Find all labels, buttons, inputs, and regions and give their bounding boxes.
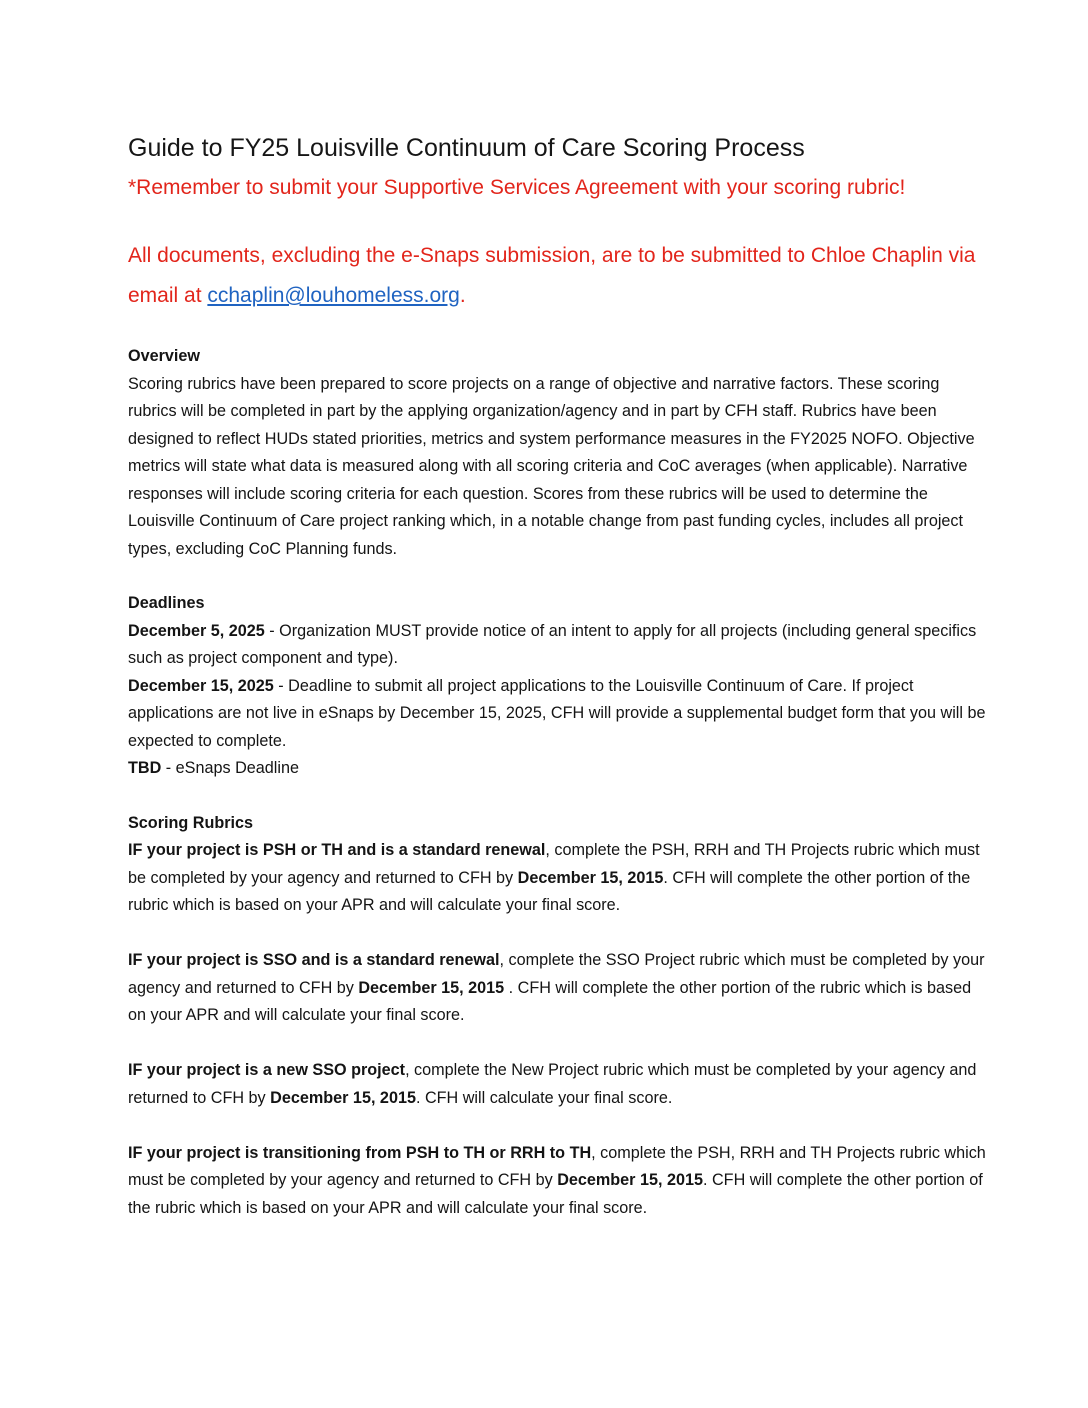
rubric-text: . CFH will complete the other portion of the rubric which is based on your APR and will calculate your final score. [128,1171,983,1217]
submission-note [128,236,988,316]
rubric-paragraph-new-sso [128,1057,988,1112]
rubric-condition: IF your project is transitioning from PSH to TH or RRH to TH [128,1143,592,1162]
deadline-date: December 5, 2025 [128,621,265,640]
deadline-date: TBD [128,759,162,777]
rubric-paragraph-sso-renewal [128,947,988,1030]
deadline-item [128,618,988,673]
deadline-text: - eSnaps Deadline [161,759,299,777]
document-title: Guide to FY25 Louisville Continuum of Care Scoring Process [128,134,805,162]
rubric-text: . CFH will complete the other portion of the rubric which is based on your APR and will calculate your final score. [128,868,971,914]
rubric-condition: IF your project is PSH or TH and is a standard renewal [128,841,546,859]
deadline-text: - Organization MUST provide notice of an intent to apply for all projects (including general specifics such as project component and type). [128,621,977,667]
overview-paragraph: Scoring rubrics have been prepared to score projects on a range of objective and narrative factors. These scoring rubrics will be completed in part by the applying organization/agency and in part by CFH staff. Rubrics have been designed to reflect HUDs stated priorities, metrics and system performance measures in the FY2025 NOFO. Objective metrics will state what data is measured along with all scoring criteria and CoC averages (when applicable). Narrative responses will include scoring criteria for each question. Scores from these rubrics will be used to determine the Louisville Continuum of Care project ranking which, in a notable change from past funding cycles, includes all project types, excluding CoC Planning funds. [128,374,975,558]
rubric-text: , complete the SSO Project rubric which must be completed by your agency and returned to CFH by [128,951,985,997]
rubric-text: , complete the New Project rubric which must be completed by your agency and returned to CFH by [128,1061,977,1107]
deadline-item [128,755,988,783]
overview-heading: Overview [128,347,200,365]
rubric-deadline-date: December 15, 2015 [270,1088,416,1107]
rubric-deadline-date: December 15, 2015 [358,978,505,997]
rubric-deadline-date: December 15, 2015 [557,1171,703,1189]
rubric-condition: IF your project is SSO and is a standard renewal [128,951,500,969]
deadlines-heading: Deadlines [128,594,205,612]
scoring-rubrics-heading: Scoring Rubrics [128,813,254,832]
rubric-text: , complete the PSH, RRH and TH Projects rubric which must be completed by your agency and returned to CFH by [128,1143,986,1189]
rubric-condition: IF your project is a new SSO project [128,1061,406,1079]
email-link[interactable]: cchaplin@louhomeless.org [207,284,460,307]
rubric-text: . CFH will complete the other portion of the rubric which is based on your APR and will calculate your final score. [128,978,972,1024]
rubric-paragraph-psh-th-renewal [128,837,988,920]
rubric-deadline-date: December 15, 2015 [517,868,664,887]
submission-note-text: All documents, excluding the e-Snaps submission, are to be submitted to Chloe Chaplin via email at [128,244,976,307]
rubric-paragraph-transitioning [128,1140,988,1223]
deadline-date: December 15, 2025 [128,676,274,695]
rubric-text: . CFH will calculate your final score. [415,1088,673,1107]
deadlines-section [128,590,988,783]
reminder-note: *Remember to submit your Supportive Services Agreement with your scoring rubric! [128,176,906,199]
submission-note-period: . [459,284,466,307]
deadline-item [128,673,988,756]
deadline-text: - Deadline to submit all project applications to the Louisville Continuum of Care. If project applications are not live in eSnaps by December 15, 2025, CFH will provide a supplemental budget form that you will be expected to complete. [128,676,986,750]
overview-section [128,343,988,563]
scoring-rubrics-section [128,810,988,1223]
rubric-text: , complete the PSH, RRH and TH Projects rubric which must be completed by your agency and returned to CFH by [128,841,980,887]
